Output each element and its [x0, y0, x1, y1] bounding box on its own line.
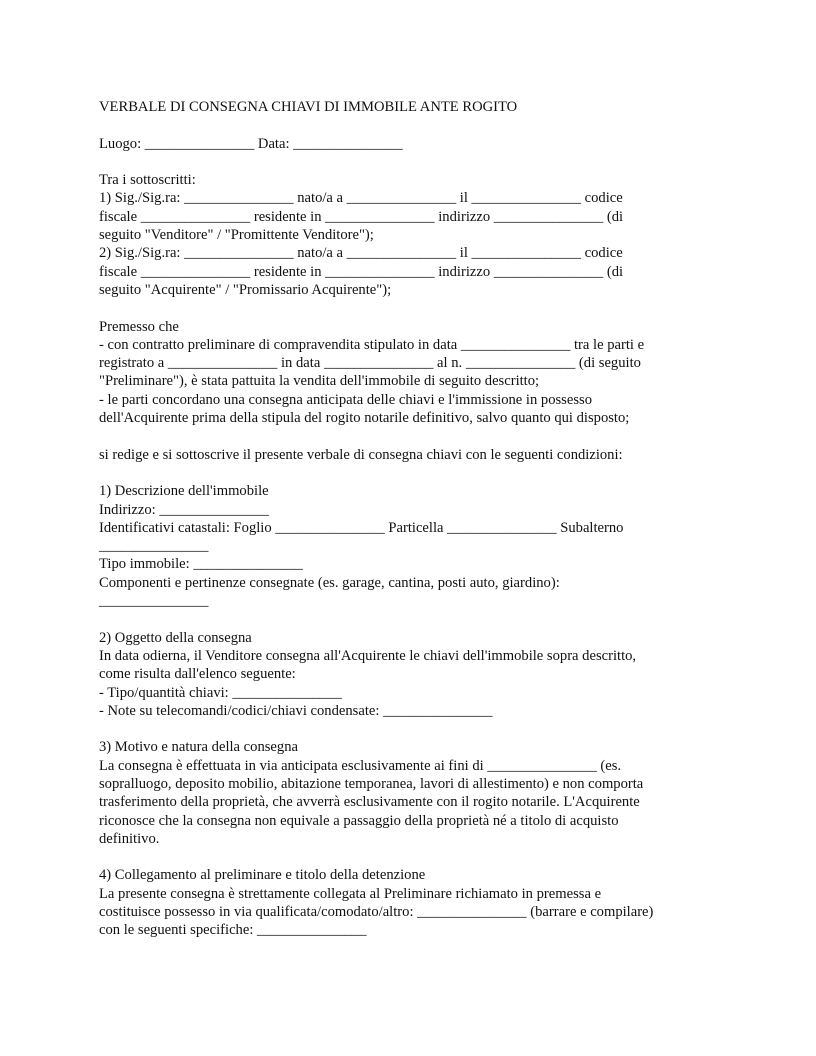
- section2-line-4: - Note su telecomandi/codici/chiavi condensate: _______________: [99, 702, 493, 719]
- party1-line-3: seguito "Venditore" / "Promittente Venditore");: [99, 227, 374, 244]
- premesso-line-2: registrato a _______________ in data _______________ al n. _______________ (di seguito: [99, 355, 641, 372]
- section3-line-5: definitivo.: [99, 830, 160, 847]
- section2-line-3: - Tipo/quantità chiavi: _______________: [99, 684, 342, 701]
- redige-line: si redige e si sottoscrive il presente verbale di consegna chiavi con le seguenti condizioni:: [99, 446, 623, 463]
- section3-line-2: sopralluogo, deposito mobilio, abitazione temporanea, lavori di allestimento) e non comporta: [99, 775, 644, 792]
- luogo-data-line: Luogo: _______________ Data: _______________: [99, 135, 403, 152]
- section1-heading: 1) Descrizione dell'immobile: [99, 483, 269, 500]
- premesso-line-1: - con contratto preliminare di compravendita stipulato in data _______________ tra le parti e: [99, 336, 645, 353]
- party2-line-2: fiscale _______________ residente in _______________ indirizzo _______________ (di: [99, 263, 624, 280]
- spacer: [99, 848, 719, 866]
- section1-line-6: _______________: [99, 593, 209, 610]
- section4-heading: 4) Collegamento al preliminare e titolo della detenzione: [99, 867, 426, 884]
- spacer: [99, 299, 719, 317]
- premesso-line-5: dell'Acquirente prima della stipula del rogito notarile definitivo, salvo quanto qui disposto;: [99, 410, 630, 427]
- section2-heading: 2) Oggetto della consegna: [99, 629, 252, 646]
- section3-heading: 3) Motivo e natura della consegna: [99, 739, 298, 756]
- section3-line-4: riconosce che la consegna non equivale a passaggio della proprietà né a titolo di acquisto: [99, 812, 619, 829]
- section1-line-5: Componenti e pertinenze consegnate (es. garage, cantina, posti auto, giardino):: [99, 574, 560, 591]
- section1-line-3: _______________: [99, 538, 209, 555]
- spacer: [99, 610, 719, 628]
- section1-line-4: Tipo immobile: _______________: [99, 556, 303, 573]
- parties-intro: Tra i sottoscritti:: [99, 172, 196, 189]
- spacer: [99, 720, 719, 738]
- spacer: [99, 116, 719, 134]
- spacer: [99, 464, 719, 482]
- document-title: VERBALE DI CONSEGNA CHIAVI DI IMMOBILE ANTE ROGITO: [99, 99, 518, 115]
- document-page: [99, 98, 719, 940]
- party1-line-2: fiscale _______________ residente in _______________ indirizzo _______________ (di: [99, 208, 624, 225]
- section4-line-2: costituisce possesso in via qualificata/comodato/altro: _______________ (barrare e compilare): [99, 904, 654, 921]
- section1-line-2: Identificativi catastali: Foglio _______________ Particella _______________ Subalterno: [99, 519, 624, 536]
- party2-line-1: 2) Sig./Sig.ra: _______________ nato/a a _______________ il _______________ codice: [99, 245, 623, 262]
- premesso-heading: Premesso che: [99, 318, 179, 335]
- section2-line-1: In data odierna, il Venditore consegna all'Acquirente le chiavi dell'immobile sopra descritto,: [99, 647, 637, 664]
- section3-line-3: trasferimento della proprietà, che avverrà esclusivamente con il rogito notarile. L'Acquirente: [99, 794, 640, 811]
- spacer: [99, 427, 719, 445]
- section4-line-1: La presente consegna è strettamente collegata al Preliminare richiamato in premessa e: [99, 885, 602, 902]
- premesso-line-4: - le parti concordano una consegna anticipata delle chiavi e l'immissione in possesso: [99, 391, 592, 408]
- party1-line-1: 1) Sig./Sig.ra: _______________ nato/a a _______________ il _______________ codice: [99, 190, 623, 207]
- premesso-line-3: "Preliminare"), è stata pattuita la vendita dell'immobile di seguito descritto;: [99, 373, 540, 390]
- section4-line-3: con le seguenti specifiche: _______________: [99, 922, 367, 939]
- section2-line-2: come risulta dall'elenco seguente:: [99, 666, 296, 683]
- party2-line-3: seguito "Acquirente" / "Promissario Acquirente");: [99, 281, 392, 298]
- section3-line-1: La consegna è effettuata in via anticipata esclusivamente ai fini di _______________ (es.: [99, 757, 622, 774]
- section1-line-1: Indirizzo: _______________: [99, 501, 269, 518]
- spacer: [99, 153, 719, 171]
